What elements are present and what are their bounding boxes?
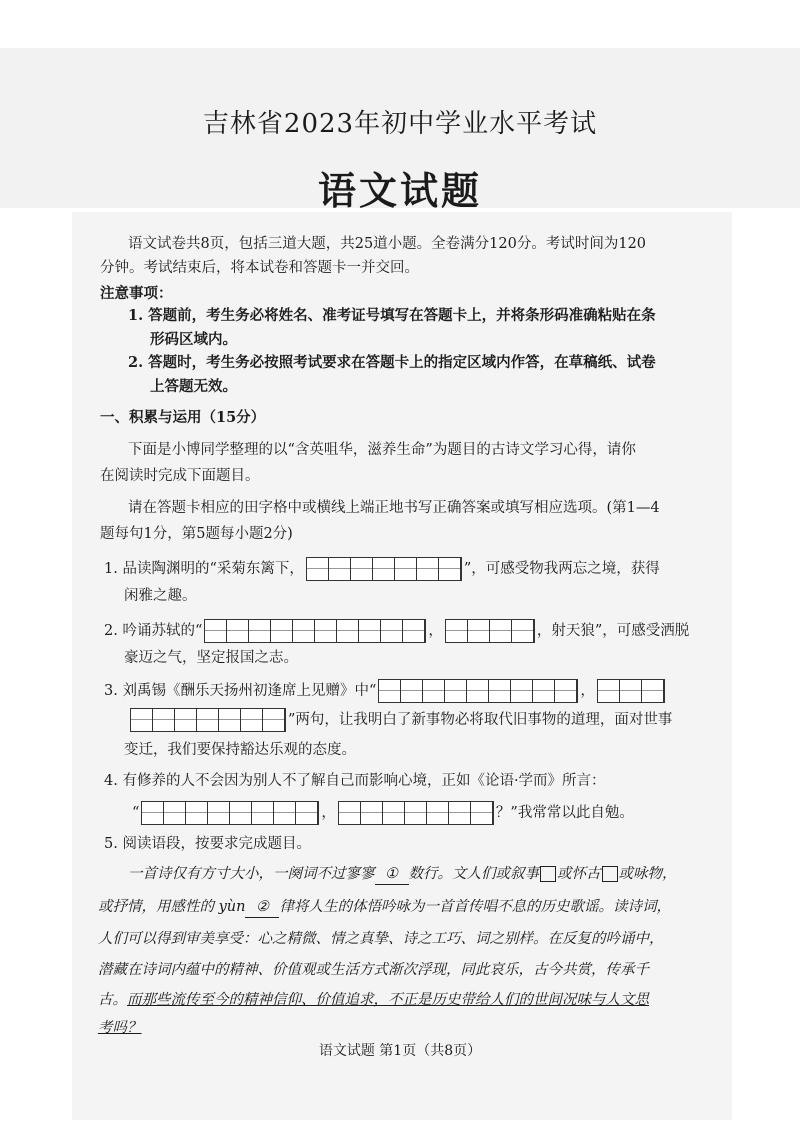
notes-heading: 注意事项： bbox=[100, 285, 173, 302]
q4-comma: ， bbox=[321, 805, 336, 821]
note-1-line-2: 形码区域内。 bbox=[150, 331, 237, 348]
question-3-cont bbox=[128, 708, 672, 732]
note-1-line-1: 1. 答题前，考生务必将姓名、准考证号填写在答题卡上，并将条形码准确粘贴在条 bbox=[128, 307, 656, 324]
passage-line-4: 潜藏在诗词内蕴中的精神、价值观或生活方式渐次浮现，同此哀乐，古今共赏，传承千 bbox=[98, 962, 649, 978]
passage-line-1 bbox=[128, 864, 677, 885]
question-2 bbox=[104, 619, 689, 643]
passage-underlined-sentence: 而那些流传至今的精神信仰、价值追求，不正是历史带给人们的世间况味与人文思 bbox=[127, 992, 649, 1008]
passage-line-5 bbox=[98, 990, 649, 1010]
section-1-heading: 一、积累与运用（15分） bbox=[100, 409, 266, 426]
section-1-intro-1a: 下面是小博同学整理的以“含英咀华，滋养生命”为题目的古诗文学习心得，请你 bbox=[128, 442, 636, 458]
answer-grid-q3-b[interactable] bbox=[597, 679, 665, 703]
passage-l2-a: 或抒情，用感性的 yùn bbox=[98, 899, 246, 915]
section-1-intro-1b: 在阅读时完成下面题目。 bbox=[100, 468, 260, 484]
q3-comma: ， bbox=[580, 683, 595, 699]
q1-text-b: ”，可感受物我两忘之境，获得 bbox=[463, 561, 660, 577]
question-4-answers bbox=[132, 801, 634, 825]
passage-line-6: 考吗？ bbox=[98, 1020, 142, 1036]
subject-title: 语文试题 bbox=[317, 168, 482, 213]
passage-line-3: 人们可以得到审美享受：心之精微、情之真挚、诗之工巧、词之别样。在反复的吟诵中， bbox=[98, 931, 664, 947]
q4-text-d: ？”我常常以此自勉。 bbox=[495, 805, 634, 821]
blank-1[interactable]: ① bbox=[375, 864, 409, 885]
q3-text-c: ”两句，让我明白了新事物必将取代旧事物的道理，面对世事 bbox=[288, 712, 673, 728]
question-3 bbox=[104, 679, 667, 703]
q2-comma: ， bbox=[428, 623, 443, 639]
q1-text-a: 1. 品读陶渊明的“采菊东篱下， bbox=[104, 561, 304, 577]
note-2-line-2: 上答题无效。 bbox=[150, 378, 237, 395]
q2-text-a: 2. 吟诵苏轼的“ bbox=[104, 623, 203, 639]
punctuation-box-1[interactable] bbox=[540, 866, 556, 882]
intro-line-1: 语文试卷共8页，包括三道大题，共25道小题。全卷满分120分。考试时间为120 bbox=[128, 236, 647, 252]
answer-grid-q4-a[interactable] bbox=[141, 801, 319, 825]
answer-grid-q2-b[interactable] bbox=[445, 619, 535, 643]
section-1-intro-2b: 题每句1分，第5题每小题2分) bbox=[100, 526, 293, 542]
passage-l1-b: 数行。文人们或叙事 bbox=[408, 866, 539, 882]
answer-grid-q3-a[interactable] bbox=[378, 679, 578, 703]
passage-l5-a: 古。 bbox=[98, 992, 127, 1008]
exam-title: 吉林省2023年初中学业水平考试 bbox=[202, 109, 598, 139]
punctuation-box-2[interactable] bbox=[602, 866, 618, 882]
q4-open-quote: “ bbox=[132, 805, 140, 821]
question-1 bbox=[104, 557, 660, 581]
q5-text-a: 5. 阅读语段，按要求完成题目。 bbox=[104, 836, 311, 852]
q4-text-a: 4. 有修养的人不会因为别人不了解自己而影响心境，正如《论语·学而》所言： bbox=[104, 773, 606, 789]
passage-line-2 bbox=[98, 897, 671, 918]
note-2-line-1: 2. 答题时，考生务必按照考试要求在答题卡上的指定区域内作答，在草稿纸、试卷 bbox=[128, 354, 656, 371]
answer-grid-q1[interactable] bbox=[306, 557, 462, 581]
q3-text-a: 3. 刘禹锡《酬乐天扬州初逢席上见赠》中“ bbox=[104, 683, 377, 699]
passage-l1-c: 或怀古 bbox=[557, 866, 601, 882]
section-1-intro-2a: 请在答题卡相应的田字格中或横线上端正地书写正确答案或填写相应选项。(第1—4 bbox=[128, 500, 660, 516]
q3-text-d: 变迁，我们要保持豁达乐观的态度。 bbox=[124, 742, 356, 758]
passage-l1-d: 或咏物， bbox=[618, 866, 677, 882]
intro-line-2: 分钟。考试结束后，将本试卷和答题卡一并交回。 bbox=[100, 260, 419, 276]
q1-text-c: 闲雅之趣。 bbox=[124, 588, 197, 604]
q2-text-c: ，射天狼”，可感受洒脱 bbox=[536, 623, 690, 639]
q2-text-d: 豪迈之气，坚定报国之志。 bbox=[124, 650, 298, 666]
answer-grid-q2-a[interactable] bbox=[204, 619, 426, 643]
blank-2[interactable]: ② bbox=[245, 897, 279, 918]
answer-grid-q3-c[interactable] bbox=[130, 708, 286, 732]
page-footer: 语文试题 第1页（共8页） bbox=[318, 1043, 482, 1059]
passage-l2-b: 律将人生的体悟吟咏为一首首传唱不息的历史歌谣。读诗词， bbox=[279, 899, 671, 915]
passage-l1-a: 一首诗仅有方寸大小，一阕词不过寥寥 bbox=[128, 866, 375, 882]
answer-grid-q4-b[interactable] bbox=[338, 801, 494, 825]
